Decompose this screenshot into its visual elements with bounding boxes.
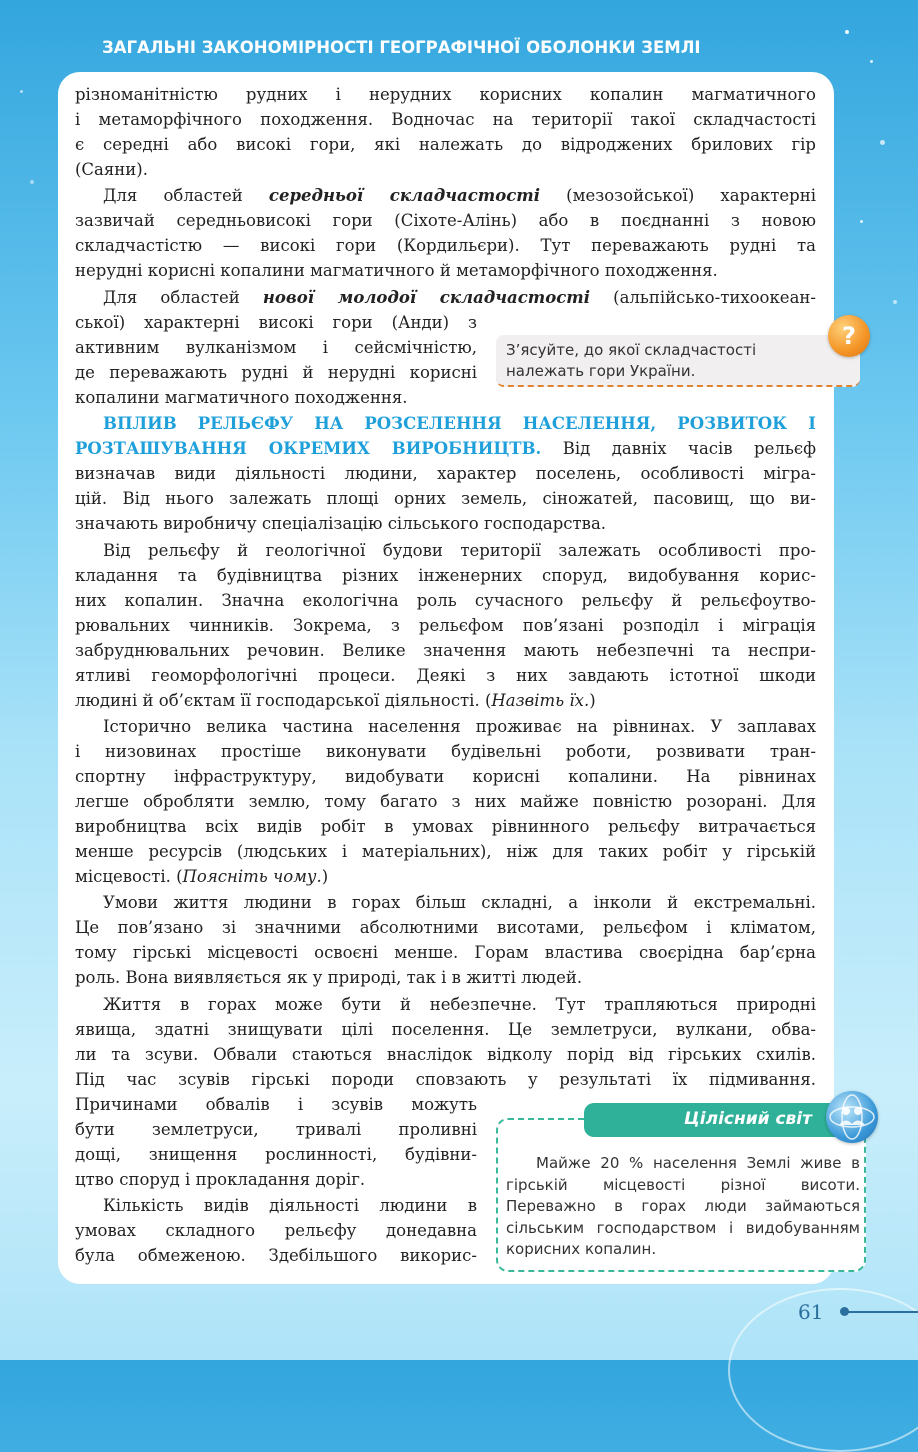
text-line: бути землетруси, тривалі проливні (75, 1120, 477, 1139)
text-line: Історично велика частина населення проживає на рівнинах. У заплавах (103, 717, 816, 736)
text-line: ятливі геоморфологічні процеси. Деякі з них завдають істотної шкоди (75, 666, 816, 685)
text-line: активним вулканізмом і сейсмічністю, (75, 338, 477, 357)
text-line: явища, здатні знищувати цілі поселення. Це землетруси, вулкани, обва- (75, 1020, 816, 1039)
text-line: визначав види діяльності людини, характер поселень, особливості мігра- (75, 464, 816, 483)
text-line: ли та зсуви. Обвали стаються внаслідок відколу порід від гірських схилів. (75, 1045, 816, 1064)
section-heading: ВПЛИВ РЕЛЬЄФУ НА РОЗСЕЛЕННЯ НАСЕЛЕННЯ, РОЗВИТОК І (103, 414, 816, 433)
text-line: цій. Від нього залежать площі орних земель, сіножатей, пасовищ, що ви- (75, 489, 816, 508)
sparkle (860, 220, 863, 223)
sparkle (20, 90, 23, 93)
text-line: легше обробляти землю, тому багато з них майже повністю розорані. Для (75, 792, 816, 811)
running-header: ЗАГАЛЬНІ ЗАКОНОМІРНОСТІ ГЕОГРАФІЧНОЇ ОБОЛОНКИ ЗЕМЛІ (102, 38, 701, 57)
page-number-line (845, 1311, 918, 1313)
question-text: З’ясуйте, до якої складчастості належать гори України. (506, 341, 757, 380)
text-line: цтво споруд і прокладання доріг. (75, 1170, 366, 1189)
text-line: і метаморфічного походження. Водночас на території такої складчастості (75, 110, 816, 129)
text-line: роль. Вона виявляється як у природі, так і в житті людей. (75, 968, 583, 987)
text-line: Для областей середньої складчастості (мезозойської) характерні (103, 186, 816, 205)
sparkle (30, 180, 34, 184)
sparkle (845, 30, 849, 34)
term-middle-folding: середньої складчастості (268, 186, 541, 205)
globe-people-icon (826, 1091, 878, 1143)
text-line: нерудні корисні копалини магматичного й метаморфічного походження. (75, 261, 718, 280)
question-mark-icon: ? (828, 315, 870, 357)
text-line: зазвичай середньовисокі гори (Сіхоте-Алінь) або в поєднанні з новою (75, 211, 816, 230)
text-line: них копалин. Значна екологічна роль сучасного рельєфу й рельєфоутво- (75, 591, 816, 610)
sparkle (893, 300, 897, 304)
text-line: була обмеженою. Здебільшого викорис- (75, 1246, 477, 1265)
text-line: Життя в горах може бути й небезпечне. Тут трапляються природні (103, 995, 816, 1014)
text-line: менше ресурсів (людських і матеріальних), ніж для таких робіт у гірській (75, 842, 816, 861)
sparkle (870, 60, 873, 63)
text-line: забруднювальних речовин. Велике значення мають небезпечні та неспри- (75, 641, 816, 660)
text-line: Для областей нової молодої складчастості (альпійсько-тихоокеан- (103, 288, 816, 307)
text-line: умовах складного рельєфу донедавна (75, 1221, 477, 1240)
text-line: Причинами обвалів і зсувів можуть (75, 1095, 477, 1114)
term-new-folding: нової молодої складчастості (262, 288, 591, 307)
text-line: різноманітністю рудних і нерудних корисних копалин магматичного (75, 85, 816, 104)
text-line: тому гірські місцевості освоєні менше. Горам властива своєрідна бар’єрна (75, 943, 816, 962)
text-line: де переважають рудні й нерудні корисні (75, 363, 477, 382)
text-line: і низовинах простіше виконувати будівельні роботи, розвивати тран- (75, 742, 816, 761)
page-number: 61 (798, 1300, 824, 1324)
text-line: ської) характерні високі гори (Анди) з (75, 313, 477, 332)
text-line: є середні або високі гори, які належать до відроджених брилових гір (75, 135, 816, 154)
text-line: Кількість видів діяльності людини в (103, 1196, 477, 1215)
text-line: значають виробничу спеціалізацію сільського господарства. (75, 514, 607, 533)
sparkle (880, 140, 885, 145)
text-line: копалини магматичного походження. (75, 388, 408, 407)
text-line: РОЗТАШУВАННЯ ОКРЕМИХ ВИРОБНИЦТВ. Від давніх часів рельєф (75, 439, 816, 458)
text-line: (Саяни). (75, 160, 148, 179)
text-line: рювальних чинників. Зокрема, з рельєфом пов’язані розподіл і міграція (75, 616, 816, 635)
text-line: Під час зсувів гірські породи сповзають у результаті їх підмивання. (75, 1070, 816, 1089)
text-line: дощі, знищення рослинності, будівни- (75, 1145, 477, 1164)
section-heading-cont: РОЗТАШУВАННЯ ОКРЕМИХ ВИРОБНИЦТВ. (75, 439, 542, 458)
text-line: складчастістю — високі гори (Кордильєри). Тут переважають рудні та (75, 236, 816, 255)
text-line: людині й об’єктам її господарської діяльності. (Назвіть їх.) (75, 691, 596, 710)
text-line: спортну інфраструктуру, видобувати корисні копалини. На рівнинах (75, 767, 816, 786)
text-line: виробництва всіх видів робіт в умовах рівнинного рельєфу витрачається (75, 817, 816, 836)
text-line: Від рельєфу й геологічної будови території залежать особливості про- (103, 541, 816, 560)
text-line: Це пов’язано зі значними абсолютними висотами, рельєфом і кліматом, (75, 918, 816, 937)
text-line: кладання та будівництва різних інженерних споруд, видобування корис- (75, 566, 816, 585)
whole-world-title: Цілісний світ (684, 1109, 812, 1129)
text-line: Умови життя людини в горах більш складні, а інколи й екстремальні. (103, 893, 816, 912)
whole-world-text: Майже 20 % населення Землі живе в гірській місцевості різної висоти. Переважно в горах люди займаються сільським господарством і видобуванням корисних копалин. (506, 1154, 860, 1258)
text-line: місцевості. (Поясніть чому.) (75, 867, 329, 886)
